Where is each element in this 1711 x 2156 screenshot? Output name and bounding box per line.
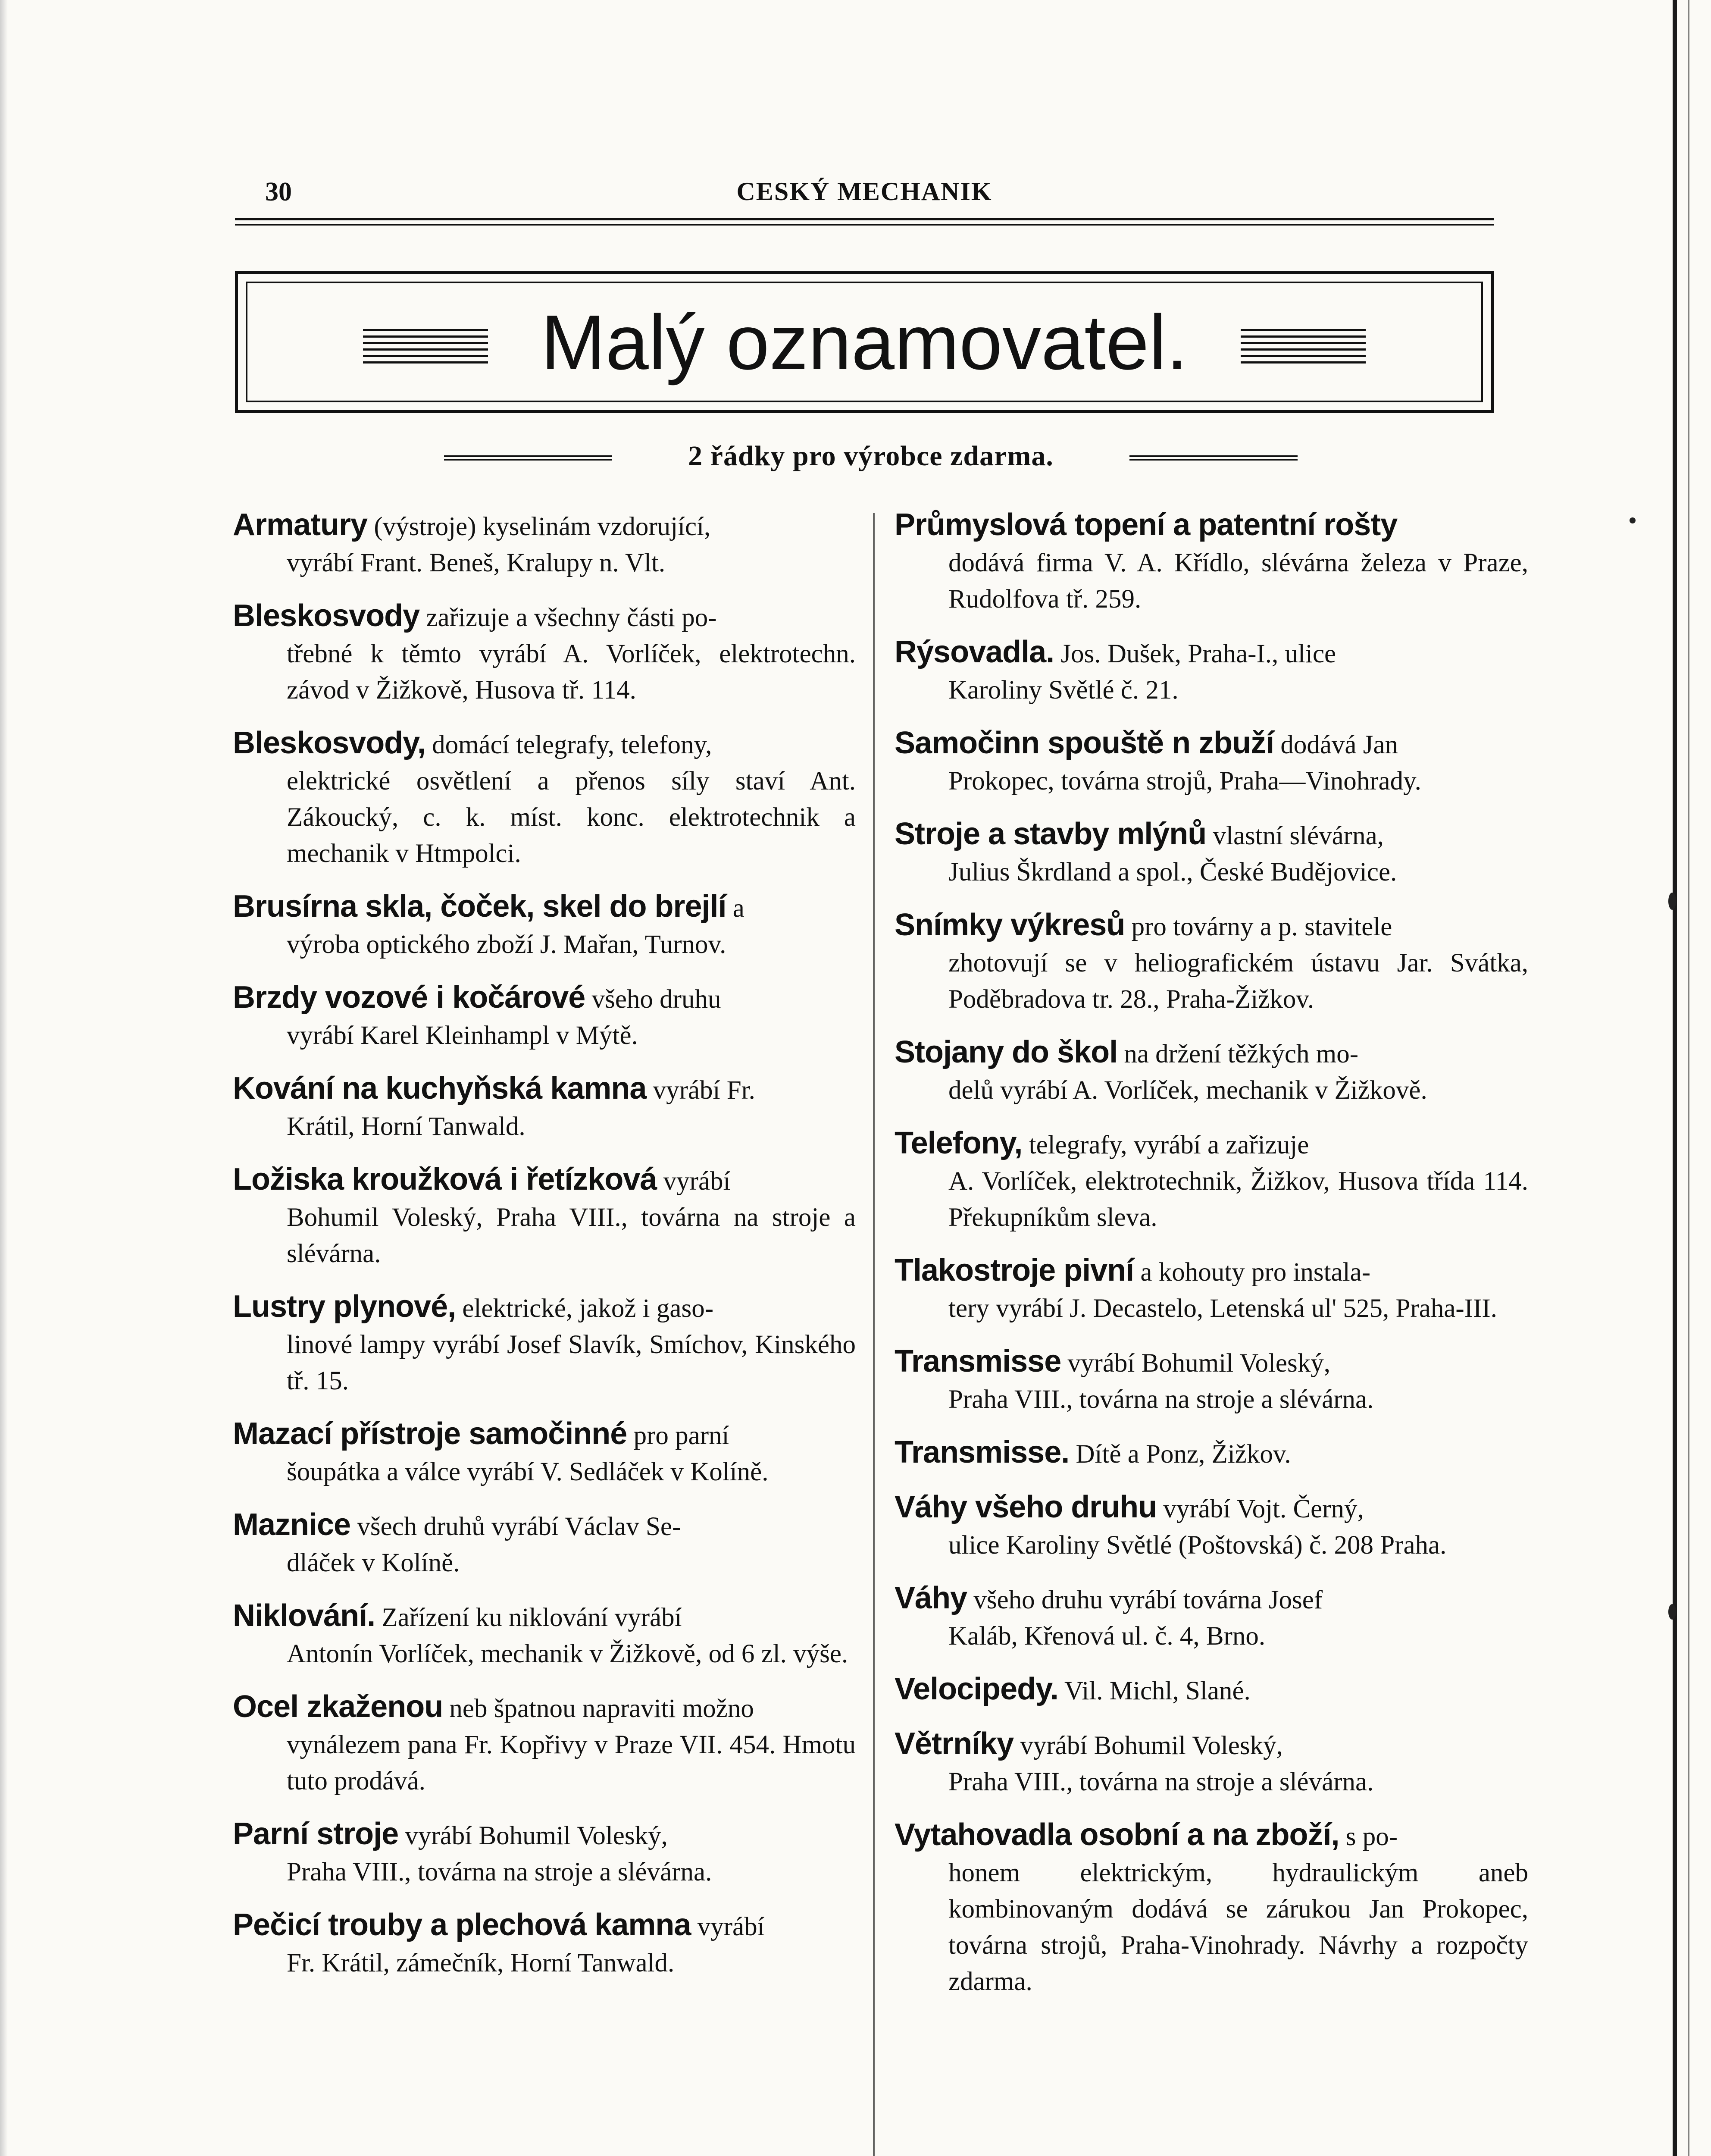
listing-entry bbox=[233, 1288, 856, 1399]
listing-text: vlastní slévárna, bbox=[1213, 821, 1384, 850]
listing-keyword: Stojany do škol bbox=[895, 1035, 1118, 1069]
listing-entry bbox=[895, 725, 1528, 799]
listing-text: vyrábí Bohumil Voleský, bbox=[1067, 1349, 1330, 1378]
listing-text: (výstroje) kyselinám vzdorující, bbox=[374, 512, 711, 541]
listing-continuation: vynálezem pana Fr. Kopřivy v Praze VII. 454. Hmotu tuto prodává. bbox=[287, 1730, 856, 1796]
listing-text: a bbox=[732, 894, 744, 923]
listing-continuation: delů vyrábí A. Vorlíček, mechanik v Žižkově. bbox=[948, 1076, 1427, 1105]
listing-keyword: Kování na kuchyňská kamna bbox=[233, 1071, 647, 1106]
listing-entry bbox=[233, 888, 856, 963]
listing-entry bbox=[233, 725, 856, 872]
listing-entry bbox=[233, 1416, 856, 1490]
listing-keyword: Váhy všeho druhu bbox=[895, 1490, 1157, 1524]
listing-entry bbox=[895, 1125, 1528, 1236]
listing-continuation: A. Vorlíček, elektrotechnik, Žižkov, Husova třída 114. Překupníkům sleva. bbox=[948, 1167, 1528, 1232]
listing-continuation: dodává firma V. A. Křídlo, slévárna železa v Praze, Rudolfova tř. 259. bbox=[948, 548, 1528, 614]
listing-keyword: Váhy bbox=[895, 1581, 967, 1615]
listing-text: vyrábí Vojt. Černý, bbox=[1163, 1495, 1364, 1523]
listing-text: Vil. Michl, Slané. bbox=[1064, 1677, 1251, 1705]
listing-entry bbox=[895, 1726, 1528, 1800]
listing-keyword: Transmisse bbox=[895, 1344, 1061, 1379]
listing-continuation: Antonín Vorlíček, mechanik v Žižkově, od 6 zl. výše. bbox=[287, 1639, 848, 1668]
listing-keyword: Rýsovadla. bbox=[895, 635, 1054, 669]
listing-continuation: Praha VIII., továrna na stroje a slévárna. bbox=[948, 1767, 1374, 1796]
page-header bbox=[235, 177, 1494, 207]
listing-entry bbox=[895, 1034, 1528, 1109]
listing-text: vyrábí Bohumil Voleský, bbox=[405, 1821, 668, 1850]
scan-speck bbox=[1668, 893, 1676, 910]
listing-text: na držení těžkých mo- bbox=[1124, 1040, 1359, 1069]
listing-keyword: Niklování. bbox=[233, 1598, 375, 1633]
listing-entry bbox=[895, 1434, 1528, 1473]
listing-text: s po- bbox=[1345, 1822, 1398, 1851]
listing-text: elektrické, jakož i gaso- bbox=[462, 1294, 714, 1323]
listing-entry bbox=[895, 1580, 1528, 1655]
section-title: Malý oznamovatel. bbox=[541, 299, 1188, 386]
scan-border-line bbox=[1673, 0, 1677, 2156]
listing-text: a kohouty pro instala- bbox=[1140, 1258, 1371, 1287]
listing-text: Dítě a Ponz, Žižkov. bbox=[1076, 1440, 1291, 1469]
listing-entry bbox=[233, 1070, 856, 1145]
listing-entry bbox=[895, 816, 1528, 890]
listing-continuation: Praha VIII., továrna na stroje a slévárna. bbox=[287, 1858, 712, 1887]
listing-text: domácí telegrafy, telefony, bbox=[432, 730, 712, 759]
listing-keyword: Stroje a stavby mlýnů bbox=[895, 817, 1207, 851]
listing-continuation: elektrické osvětlení a přenos síly staví Ant. Zákoucký, c. k. míst. konc. elektrotechnik a mechanik v Htmpolci. bbox=[287, 767, 856, 868]
listing-keyword: Samočinn spouště n zbuží bbox=[895, 726, 1274, 760]
listing-keyword: Ložiska kroužková i řetízková bbox=[233, 1162, 657, 1197]
listing-text: Jos. Dušek, Praha-I., ulice bbox=[1060, 639, 1336, 668]
listing-keyword: Transmisse. bbox=[895, 1435, 1070, 1470]
listing-entry bbox=[895, 507, 1528, 617]
listing-text: všech druhů vyrábí Václav Se- bbox=[357, 1512, 681, 1541]
listing-entry bbox=[895, 1343, 1528, 1418]
listing-continuation: ulice Karoliny Světlé (Poštovská) č. 208 Praha. bbox=[948, 1531, 1447, 1560]
listing-continuation: Krátil, Horní Tanwald. bbox=[287, 1112, 525, 1141]
listing-continuation: dláček v Kolíně. bbox=[287, 1548, 460, 1577]
listing-continuation: šoupátka a válce vyrábí V. Sedláček v Kolíně. bbox=[287, 1457, 769, 1486]
listing-keyword: Lustry plynové, bbox=[233, 1289, 456, 1324]
listing-keyword: Velocipedy. bbox=[895, 1672, 1058, 1706]
listing-text: vyrábí bbox=[663, 1167, 731, 1196]
listing-keyword: Snímky výkresů bbox=[895, 908, 1125, 942]
listing-keyword: Armatury bbox=[233, 508, 368, 542]
listing-entry bbox=[233, 1507, 856, 1581]
listing-keyword: Maznice bbox=[233, 1507, 351, 1542]
section-title-box bbox=[235, 271, 1494, 413]
listing-text: všeho druhu bbox=[591, 985, 721, 1014]
listing-keyword: Pečicí trouby a plechová kamna bbox=[233, 1908, 691, 1942]
listing-text: pro továrny a p. stavitele bbox=[1131, 912, 1392, 941]
listing-keyword: Telefony, bbox=[895, 1126, 1023, 1160]
listing-text: pro parní bbox=[633, 1421, 729, 1450]
listing-continuation: zhotovují se v heliografickém ústavu Jar. Svátka, Poděbradova tr. 28., Praha-Žižkov. bbox=[948, 949, 1528, 1014]
running-title: CESKÝ MECHANIK bbox=[736, 177, 992, 206]
listing-entry bbox=[895, 1489, 1528, 1564]
listing-entry bbox=[895, 907, 1528, 1018]
listing-continuation: Karoliny Světlé č. 21. bbox=[948, 676, 1179, 705]
listing-entry bbox=[895, 634, 1528, 708]
listing-continuation: Bohumil Voleský, Praha VIII., továrna na stroje a slévárna. bbox=[287, 1203, 856, 1268]
subtitle-row bbox=[444, 440, 1298, 474]
listing-continuation: vyrábí Frant. Beneš, Kralupy n. Vlt. bbox=[287, 548, 666, 577]
listing-entry bbox=[233, 1689, 856, 1799]
listing-entry bbox=[233, 979, 856, 1054]
scan-border-line-secondary bbox=[1688, 0, 1689, 2156]
listing-keyword: Bleskosvody bbox=[233, 599, 420, 633]
listing-keyword: Brusírna skla, čoček, skel do brejlí bbox=[233, 889, 726, 924]
left-column bbox=[233, 507, 856, 1998]
listing-text: vyrábí Bohumil Voleský, bbox=[1020, 1731, 1283, 1760]
listing-text: Zařízení ku niklování vyrábí bbox=[382, 1603, 682, 1632]
listing-keyword: Mazací přístroje samočinné bbox=[233, 1416, 627, 1451]
column-divider bbox=[873, 513, 875, 2156]
listing-text: zařizuje a všechny části po- bbox=[426, 603, 717, 632]
header-rule-thin bbox=[235, 224, 1494, 226]
listing-entry bbox=[895, 1817, 1528, 2000]
listing-entry bbox=[895, 1252, 1528, 1327]
listing-continuation: linové lampy vyrábí Josef Slavík, Smíchov, Kinského tř. 15. bbox=[287, 1330, 856, 1395]
listing-keyword: Vytahovadla osobní a na zboží, bbox=[895, 1818, 1339, 1852]
listing-continuation: tery vyrábí J. Decastelo, Letenská ul' 525, Praha-III. bbox=[948, 1294, 1497, 1323]
scan-speck bbox=[1668, 1604, 1676, 1620]
listing-entry bbox=[233, 1907, 856, 1981]
listing-entry bbox=[233, 1816, 856, 1890]
listing-keyword: Ocel zkaženou bbox=[233, 1689, 443, 1724]
listing-entry bbox=[233, 598, 856, 708]
listing-entry bbox=[233, 1598, 856, 1672]
listing-keyword: Tlakostroje pivní bbox=[895, 1253, 1134, 1288]
listing-text: dodává Jan bbox=[1280, 730, 1398, 759]
section-subtitle: 2 řádky pro výrobce zdarma. bbox=[688, 440, 1054, 472]
listing-continuation: výroba optického zboží J. Mařan, Turnov. bbox=[287, 930, 726, 959]
listing-entry bbox=[233, 507, 856, 581]
listing-keyword: Průmyslová topení a patentní rošty bbox=[895, 508, 1398, 542]
listing-continuation: třebné k těmto vyrábí A. Vorlíček, elektrotechn. závod v Žižkově, Husova tř. 114. bbox=[287, 639, 856, 705]
listing-keyword: Bleskosvody, bbox=[233, 726, 425, 760]
header-rule bbox=[235, 218, 1494, 220]
listing-keyword: Brzdy vozové i kočárové bbox=[233, 980, 585, 1015]
listing-continuation: Praha VIII., továrna na stroje a slévárna. bbox=[948, 1385, 1374, 1414]
listing-text: vyrábí bbox=[697, 1912, 765, 1941]
listing-text: telegrafy, vyrábí a zařizuje bbox=[1029, 1131, 1309, 1159]
listing-text: vyrábí Fr. bbox=[653, 1076, 755, 1105]
scan-speck bbox=[1630, 517, 1636, 523]
listing-entry bbox=[233, 1161, 856, 1272]
listing-keyword: Parní stroje bbox=[233, 1817, 399, 1851]
listing-continuation: Kaláb, Křenová ul. č. 4, Brno. bbox=[948, 1622, 1266, 1651]
listing-continuation: Julius Škrdland a spol., České Budějovice. bbox=[948, 858, 1397, 887]
listing-continuation: Prokopec, továrna strojů, Praha—Vinohrady. bbox=[948, 767, 1421, 796]
page-edge-shadow bbox=[0, 0, 8, 2156]
listing-text: neb špatnou napraviti možno bbox=[449, 1694, 754, 1723]
listing-continuation: Fr. Krátil, zámečník, Horní Tanwald. bbox=[287, 1949, 675, 1977]
listing-text: všeho druhu vyrábí továrna Josef bbox=[973, 1586, 1323, 1614]
right-column bbox=[895, 507, 1528, 2016]
listing-continuation: vyrábí Karel Kleinhampl v Mýtě. bbox=[287, 1021, 638, 1050]
page-number: 30 bbox=[265, 177, 292, 207]
listing-keyword: Větrníky bbox=[895, 1727, 1014, 1761]
listing-continuation: honem elektrickým, hydraulickým aneb kombinovaným dodává se zárukou Jan Prokopec, továrna strojů, Praha-Vinohrady. Návrhy a rozpočty zdarma. bbox=[948, 1858, 1528, 1996]
listing-entry bbox=[895, 1671, 1528, 1709]
